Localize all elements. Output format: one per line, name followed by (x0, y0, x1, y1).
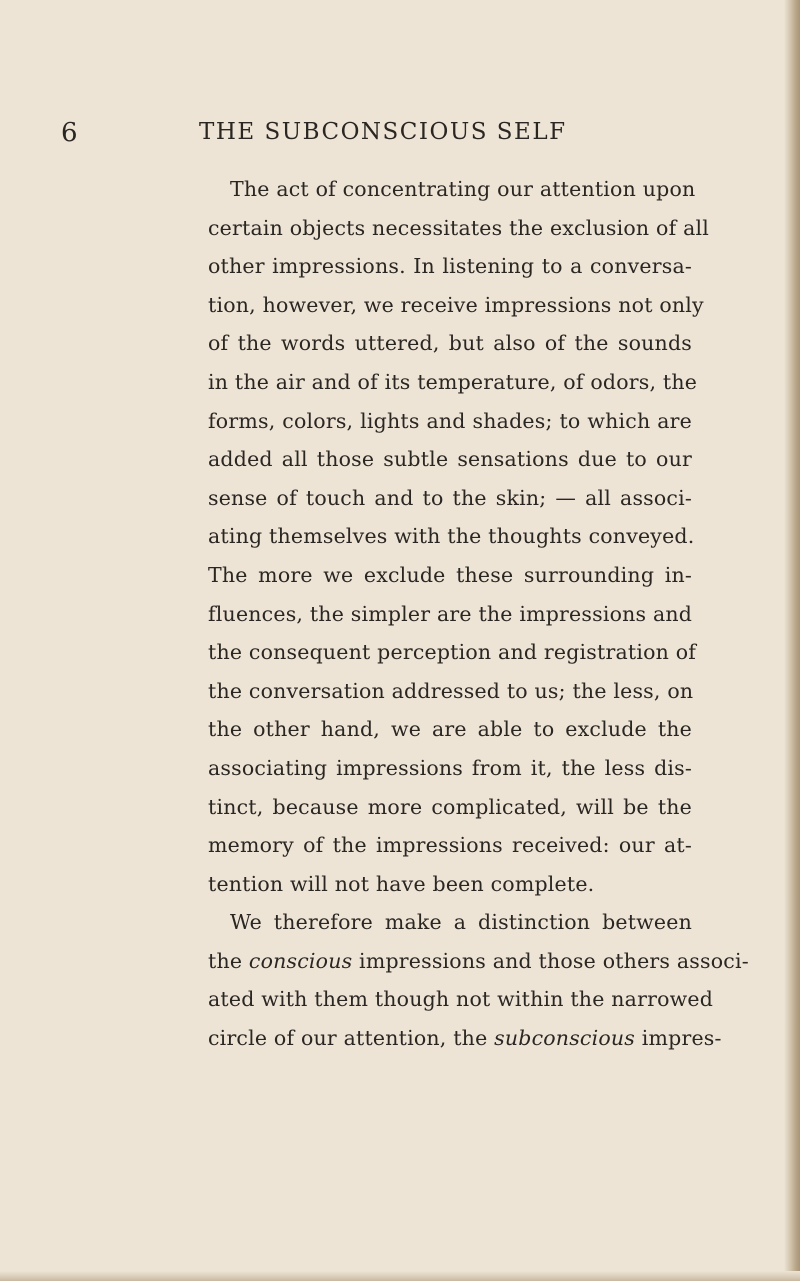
text-line: other impressions. In listening to a conversa- (208, 254, 692, 279)
text-run: circle of our attention, the (208, 1026, 495, 1051)
text-line: in the air and of its temperature, of odors, the (208, 369, 698, 394)
running-head: THE SUBCONSCIOUS SELF (199, 119, 567, 145)
text-line: associating impressions from it, the less dis- (208, 755, 692, 780)
text-line: tion, however, we receive impressions not only (208, 292, 704, 317)
text-line: We therefore make a distinction between (230, 910, 692, 935)
text-run: impres- (635, 1026, 722, 1051)
text-line: forms, colors, lights and shades; to which are (208, 408, 692, 433)
text-line: The act of concentrating our attention upon (230, 177, 696, 201)
text-line: the consequent perception and registration of (208, 640, 697, 665)
page-number: 6 (61, 118, 79, 148)
italic-term-subconscious: subconscious (494, 1026, 636, 1051)
text-line: ating themselves with the thoughts conveyed. (208, 524, 695, 549)
page-bottom-edge (0, 1271, 800, 1281)
text-line: the other hand, we are able to exclude the (208, 717, 692, 742)
text-line (208, 942, 749, 981)
text-line: added all those subtle sensations due to our (208, 447, 692, 472)
text-line: memory of the impressions received: our at- (208, 833, 692, 858)
text-line (208, 1019, 722, 1058)
text-line: tention will not have been complete. (208, 871, 595, 896)
text-run: the (208, 948, 249, 973)
text-line: sense of touch and to the skin; — all associ- (208, 485, 692, 510)
text-line: ated with them though not within the narrowed (208, 987, 714, 1012)
text-run: impressions and those others associ- (352, 948, 749, 973)
italic-term-conscious: conscious (248, 948, 353, 973)
text-line: The more we exclude these surrounding in- (208, 562, 692, 587)
body-text (208, 170, 749, 1058)
text-line: of the words uttered, but also of the sounds (208, 331, 692, 356)
text-line: fluences, the simpler are the impressions and (208, 601, 693, 626)
text-line: certain objects necessitates the exclusion of all (208, 215, 710, 240)
paragraph-2 (208, 903, 749, 1057)
text-line: tinct, because more complicated, will be the (208, 794, 692, 819)
page-edge-shadow (784, 0, 800, 1281)
page-header (61, 118, 681, 158)
paragraph-1 (208, 170, 710, 903)
text-line: the conversation addressed to us; the less, on (208, 678, 694, 703)
